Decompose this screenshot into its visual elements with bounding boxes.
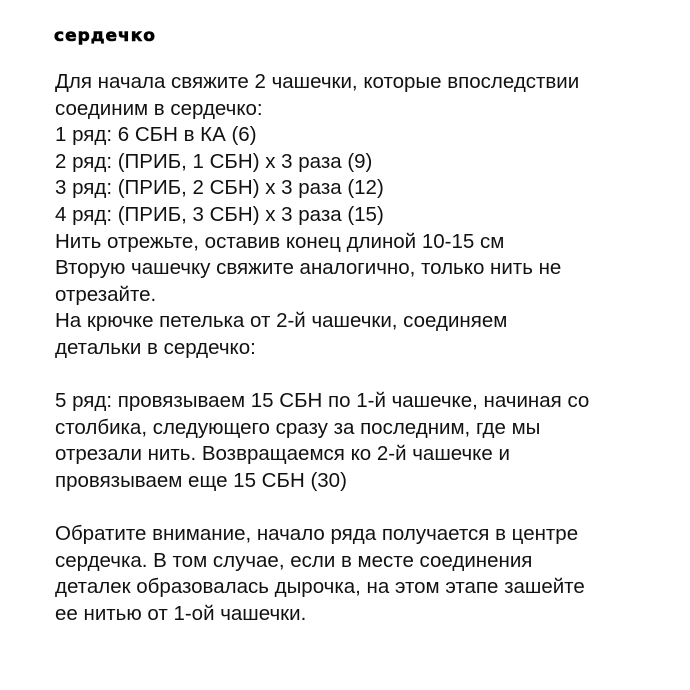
text-line: отрезайте. [55, 282, 157, 306]
note-line: Обратите внимание, начало ряда получается в центре [55, 522, 579, 546]
note-line: сердечка. В том случае, если в месте соединения [55, 548, 533, 572]
row-2-line: 2 ряд: (ПРИБ, 1 СБН) х 3 раза (9) [55, 149, 373, 173]
text-line: отрезали нить. Возвращаемся ко 2-й чашечке и [55, 442, 510, 466]
text-line: столбика, следующего сразу за последним, где мы [55, 415, 541, 439]
instruction-text [55, 69, 675, 627]
row-4-line: 4 ряд: (ПРИБ, 3 СБН) х 3 раза (15) [55, 202, 384, 226]
blank-line [55, 362, 675, 389]
text-line: соединим в сердечко: [55, 96, 263, 120]
row-3-line: 3 ряд: (ПРИБ, 2 СБН) х 3 раза (12) [55, 176, 384, 200]
text-line: провязываем еще 15 СБН (30) [55, 468, 347, 492]
note-line: деталек образовалась дырочка, на этом этапе зашейте [55, 575, 585, 599]
text-line: На крючке петелька от 2-й чашечки, соединяем [55, 309, 508, 333]
text-line: Для начала свяжите 2 чашечки, которые впоследствии [55, 70, 580, 93]
page-title: сердечко [54, 26, 156, 46]
row-1-line: 1 ряд: 6 СБН в КА (6) [55, 123, 257, 147]
blank-line [55, 495, 675, 522]
text-line: детальки в сердечко: [55, 335, 256, 359]
text-line: Нить отрежьте, оставив конец длиной 10-15 см [55, 229, 505, 253]
text-line: Вторую чашечку свяжите аналогично, только нить не [55, 256, 562, 280]
note-line: ее нитью от 1-ой чашечки. [55, 601, 307, 625]
row-5-line: 5 ряд: провязываем 15 СБН по 1-й чашечке, начиная со [55, 389, 590, 413]
